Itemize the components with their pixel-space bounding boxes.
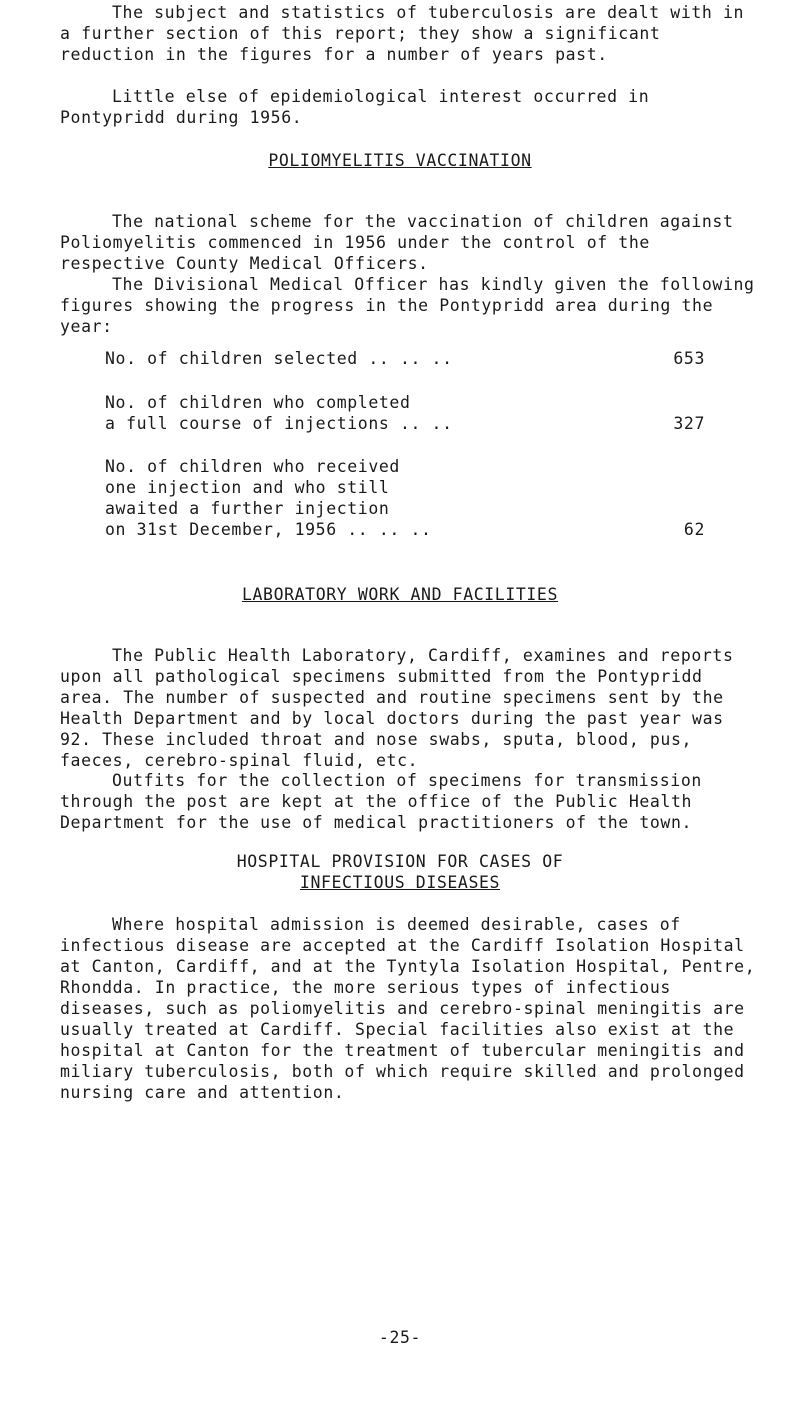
stat-label: No. of children who completed a full course of injections .. .. xyxy=(105,393,453,433)
stat-label: No. of children selected .. .. .. xyxy=(105,349,453,368)
laboratory-paragraph-outfits: Outfits for the collection of specimens for transmission through the post are kept at the office of the Public Health Department for the use of medical practitioners of the town. xyxy=(60,771,702,832)
laboratory-paragraph-specimens: The Public Health Laboratory, Cardiff, examines and reports upon all pathological specimens submitted from the Pontypridd area. The number of suspected and routine specimens sent by the Health Department and by local doctors during the past year was 92. These included throat and nose swabs, sputa, blood, pus, faeces, cerebro-spinal fluid, etc. xyxy=(60,646,734,770)
hospital-paragraph: Where hospital admission is deemed desirable, cases of infectious disease are accepted at the Cardiff Isolation Hospital at Canton, Cardiff, and at the Tyntyla Isolation Hospital, Pentre, Rhondda. In practice, the more serious types of infectious diseases, such as poliomyelitis and cerebro-spinal meningitis are usually treated at Cardiff. Special facilities also exist at the hospital at Canton for the treatment of tubercular meningitis and miliary tuberculosis, both of which require skilled and prolonged nursing care and attention. xyxy=(60,915,756,1102)
stat-row xyxy=(105,348,705,369)
laboratory-heading: LABORATORY WORK AND FACILITIES xyxy=(241,585,558,604)
stat-value: 653 xyxy=(673,349,705,368)
stat-label: No. of children who received one injection and who still awaited a further injection on 31st December, 1956 .. .. .. xyxy=(105,457,432,539)
polio-paragraph-scheme: The national scheme for the vaccination of children against Poliomyelitis commenced in 1956 under the control of the respective County Medical Officers. xyxy=(60,212,734,273)
polio-heading: POLIOMYELITIS VACCINATION xyxy=(268,151,532,170)
polio-paragraph-figures: The Divisional Medical Officer has kindly given the following figures showing the progress in the Pontypridd area during the year: xyxy=(60,275,755,336)
intro-paragraph-tuberculosis: The subject and statistics of tuberculosis are dealt with in a further section of this report; they show a significant reduction in the figures for a number of years past. xyxy=(60,3,745,64)
hospital-heading-line2: INFECTIOUS DISEASES xyxy=(299,873,501,892)
page-number: -25- xyxy=(378,1328,422,1347)
intro-paragraph-epidemiology: Little else of epidemiological interest occurred in Pontypridd during 1956. xyxy=(60,87,650,127)
hospital-heading-line1: HOSPITAL PROVISION FOR CASES OF xyxy=(236,852,564,871)
stat-row xyxy=(105,392,705,434)
stat-value: 62 xyxy=(683,520,705,539)
stat-value: 327 xyxy=(673,414,705,433)
stat-row xyxy=(105,456,705,540)
